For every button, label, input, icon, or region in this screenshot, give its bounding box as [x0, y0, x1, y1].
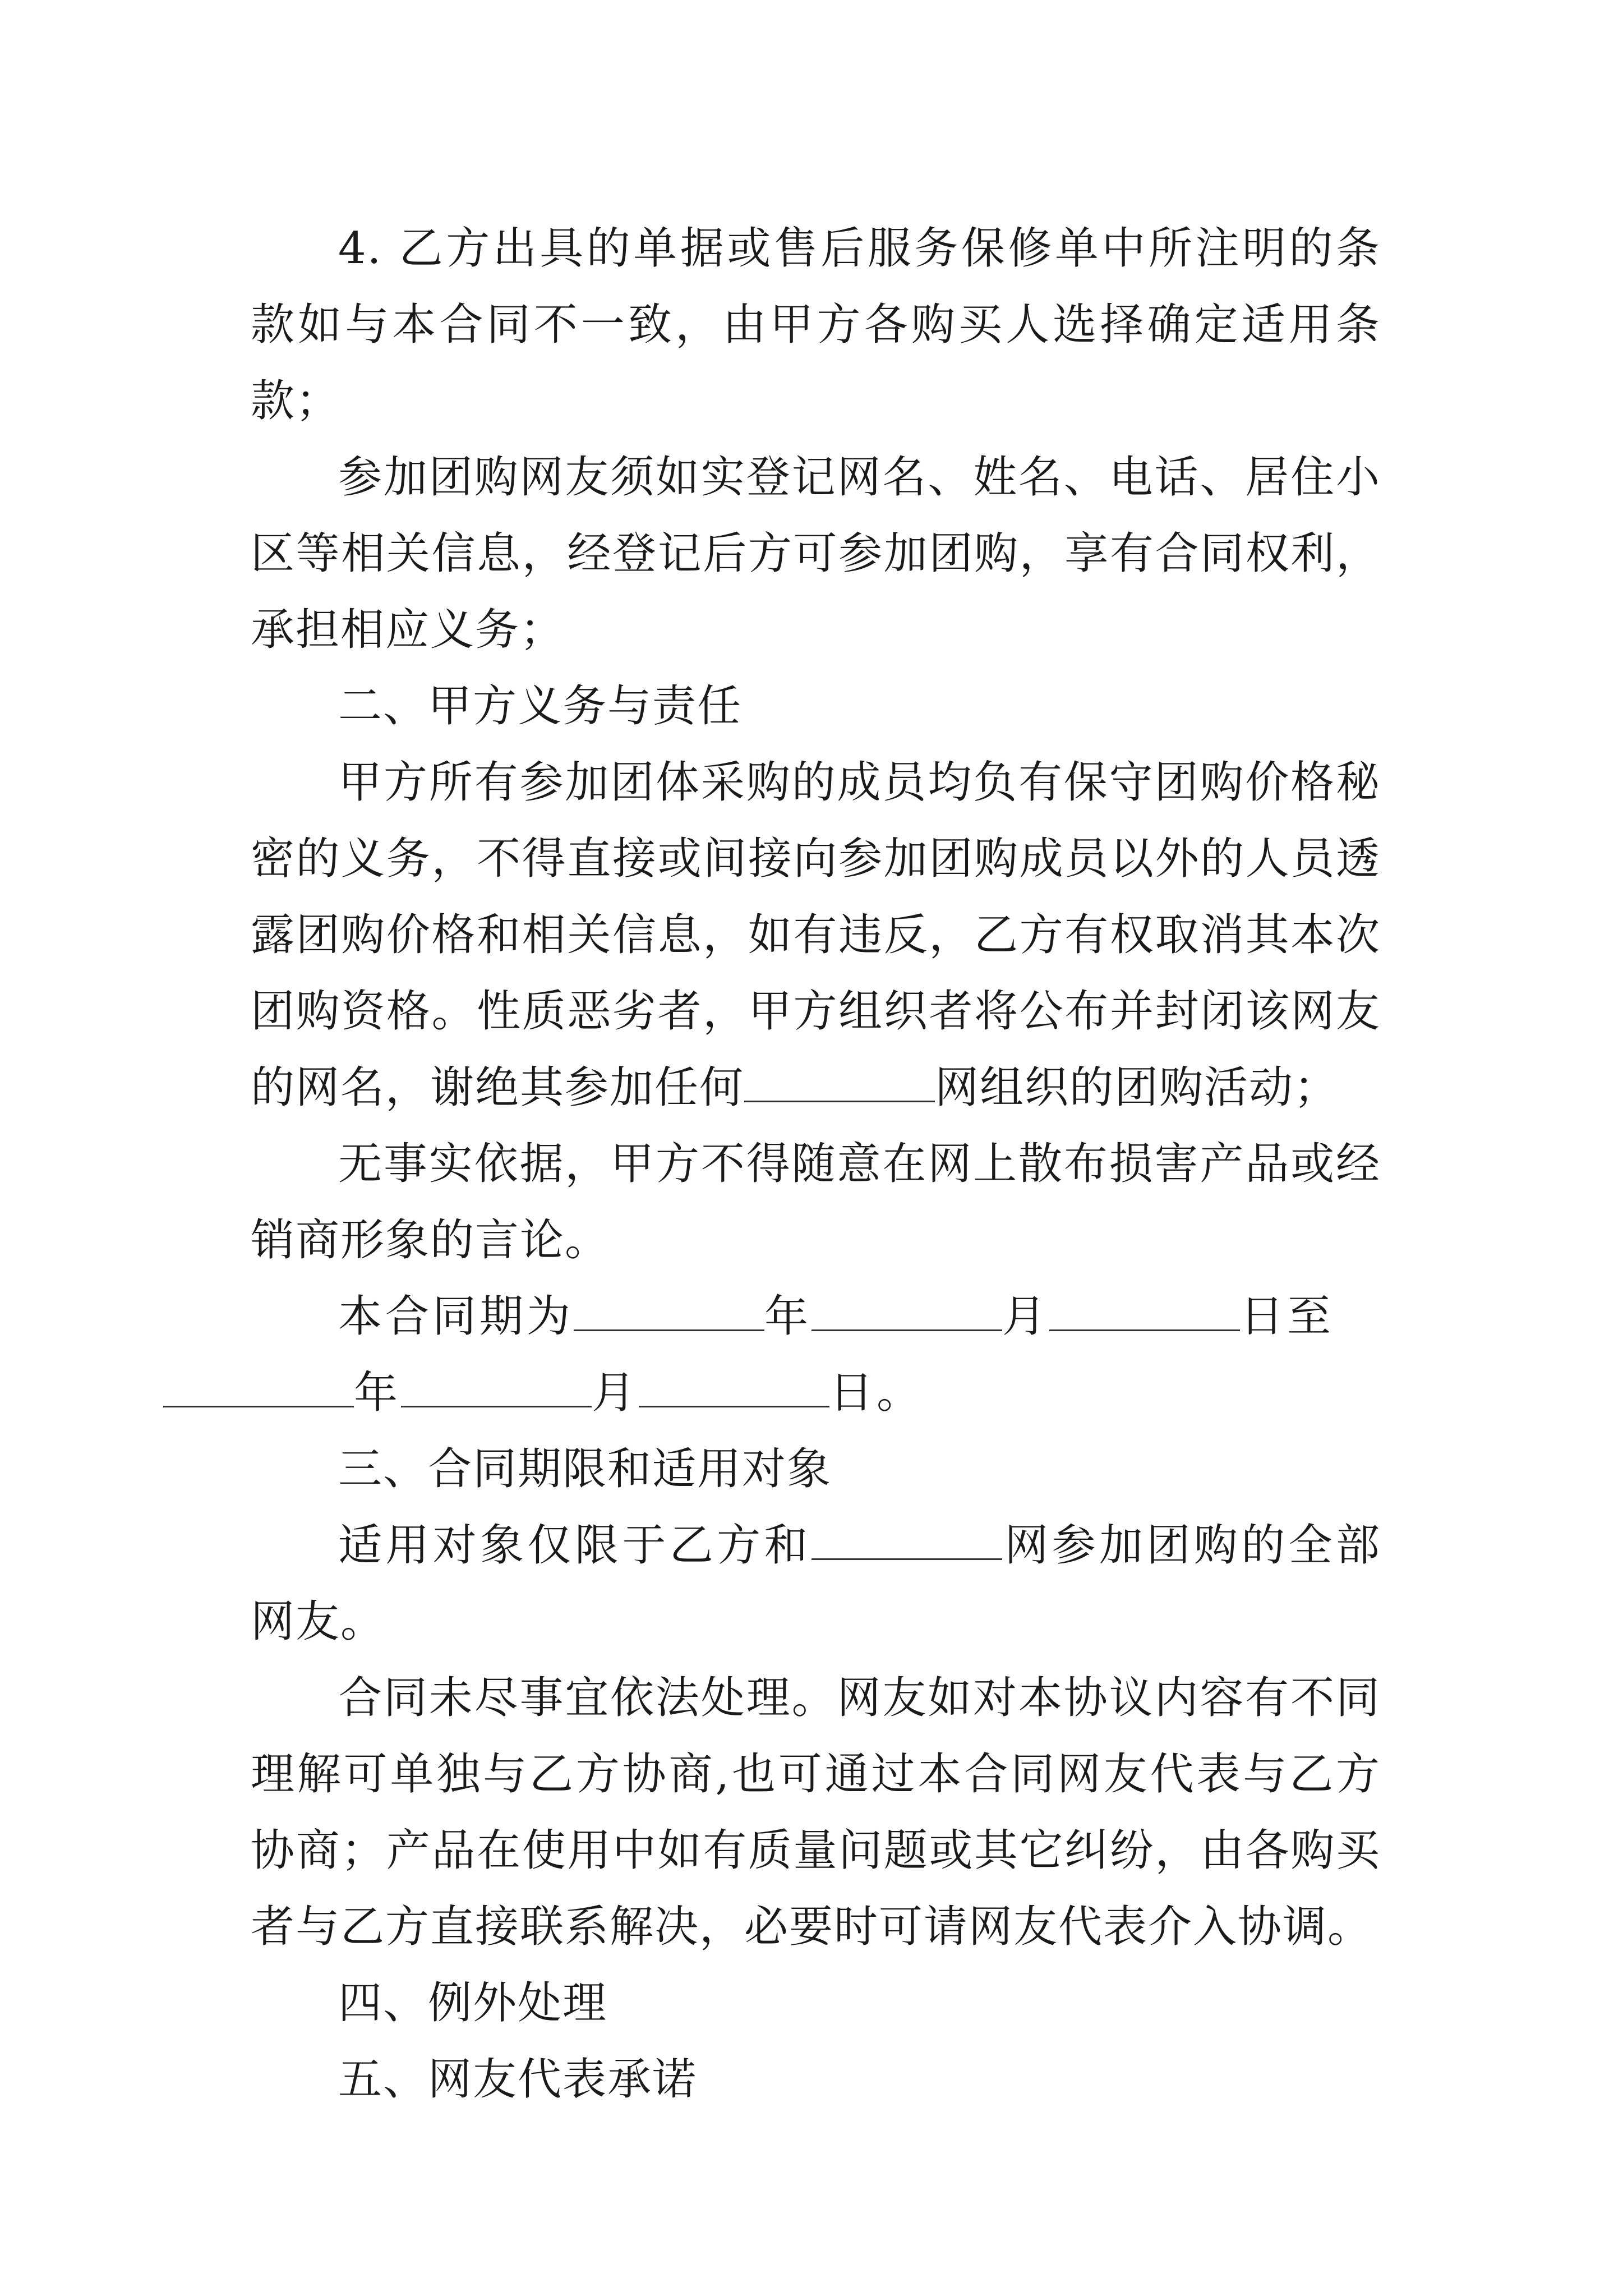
term-day-end-label: 日。 — [829, 1368, 924, 1418]
scope-text-end: 网参加团购的全部网友。 — [251, 1520, 1381, 1647]
section-2-heading: 二、甲方义务与责任 — [338, 681, 743, 731]
scope-website-blank — [811, 1519, 1002, 1560]
end-year-blank — [163, 1366, 354, 1407]
contract-term-paragraph — [251, 1278, 1381, 1431]
document-body — [251, 210, 1381, 2118]
term-year2-label: 年 — [354, 1368, 402, 1418]
term-day-to-label: 日至 — [1240, 1291, 1335, 1342]
section-5-heading: 五、网友代表承诺 — [338, 2054, 698, 2105]
dispute-paragraph: 合同未尽事宜依法处理。网友如对本协议内容有不同理解可单独与乙方协商,也可通过本合同网友代表与乙方协商；产品在使用中如有质量问题或其它纠纷，由各购买者与乙方直接联系解决，必要时可请网友代表介入协调。 — [251, 1673, 1381, 1952]
no-defamation-paragraph: 无事实依据，甲方不得随意在网上散布损害产品或经销商形象的言论。 — [251, 1139, 1381, 1266]
scope-text: 适用对象仅限于乙方和 — [338, 1520, 811, 1571]
start-month-blank — [811, 1290, 1002, 1331]
term-month2-label: 月 — [592, 1368, 639, 1418]
start-year-blank — [574, 1290, 764, 1331]
section-3-heading: 三、合同期限和适用对象 — [338, 1444, 832, 1494]
end-day-blank — [639, 1366, 829, 1407]
clause-4-paragraph: 4. 乙方出具的单据或售后服务保修单中所注明的条款如与本合同不一致，由甲方各购买人选择确定适用条款； — [251, 223, 1381, 426]
end-month-blank — [401, 1366, 592, 1407]
confidentiality-paragraph — [251, 744, 1381, 1126]
confidentiality-text: 甲方所有参加团体采购的成员均负有保守团购价格秘密的义务，不得直接或间接向参加团购成员以外的人员透露团购价格和相关信息，如有违反，乙方有权取消其本次团购资格。性质恶劣者，甲方组织者将公布并封闭该网友的网名，谢绝其参加任何 — [251, 757, 1381, 1113]
term-prefix: 本合同期为 — [338, 1291, 574, 1342]
registration-paragraph: 参加团购网友须如实登记网名、姓名、电话、居住小区等相关信息，经登记后方可参加团购，享有合同权利，承担相应义务； — [251, 452, 1381, 655]
term-month-label: 月 — [1002, 1291, 1050, 1342]
website-name-blank — [744, 1061, 935, 1102]
term-year-label: 年 — [764, 1291, 812, 1342]
section-4-heading: 四、例外处理 — [338, 1978, 608, 2028]
applicable-scope-paragraph — [251, 1507, 1381, 1660]
confidentiality-text-end: 网组织的团购活动； — [935, 1062, 1339, 1113]
start-day-blank — [1049, 1290, 1240, 1331]
